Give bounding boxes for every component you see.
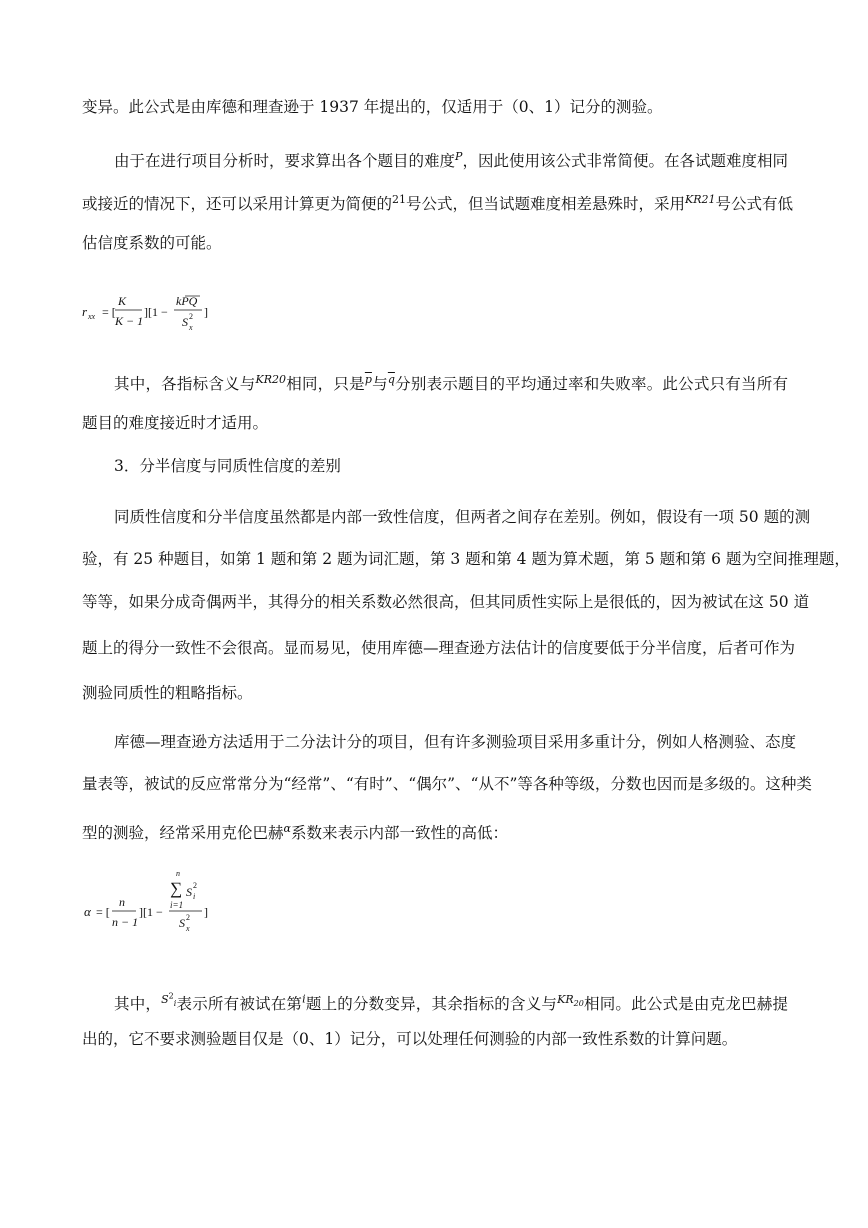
text-run: 验，有 25 种题目，如第 1 题和第 2 题为词汇题，第 3 题和第 4 题为算术题，第 5 题和第 6 题为空间推理题， xyxy=(82,550,850,568)
paragraph-line xyxy=(82,96,788,118)
formula-den: K − 1 xyxy=(115,314,144,328)
text-run: 系数来表示内部一致性的高低： xyxy=(290,824,508,843)
text-run: 估信度系数的可能。 xyxy=(82,234,222,252)
text-run: 同质性信度和分半信度虽然都是内部一致性信度，但两者之间存在差别。例如，假设有一项 50 题的测 xyxy=(114,508,811,526)
formula-den2-sub: x xyxy=(189,323,193,332)
formula-kr21 xyxy=(82,290,242,340)
paragraph-line xyxy=(114,369,788,395)
math-symbol-p: P xyxy=(455,150,463,163)
paragraph-line xyxy=(82,1028,788,1050)
text-run: 库德—理查逊方法适用于二分法计分的项目，但有许多测验项目采用多重计分，例如人格测验、态度 xyxy=(114,733,797,751)
formula-den2-sup: 2 xyxy=(189,312,193,321)
formula-mid: ][1 − xyxy=(139,905,163,919)
formula-sum-term: S xyxy=(186,885,192,899)
formula-eq: = [ xyxy=(102,305,116,319)
text-run: 其中，各指标含义与 xyxy=(114,375,256,394)
text-run: 型的测验，经常采用克伦巴赫 xyxy=(82,824,284,843)
text-run: 等等，如果分成奇偶两半，其得分的相关系数必然很高，但其同质性实际上是很低的，因为被试在这 50 道 xyxy=(82,593,810,611)
math-symbol-kr21: KR21 xyxy=(685,193,716,206)
text-run: 3．分半信度与同质性信度的差别 xyxy=(114,457,341,475)
math-symbol-21: 21 xyxy=(392,193,407,206)
kr-sub-num: 20 xyxy=(573,998,584,1008)
formula-lhs: α xyxy=(84,904,91,919)
paragraph-line xyxy=(114,985,788,1015)
math-symbol-si2: S2i xyxy=(161,991,177,1008)
paragraph-line xyxy=(82,637,796,659)
paragraph-line xyxy=(114,506,811,528)
formula-sum-sign: ∑ xyxy=(170,879,183,898)
text-run: 测验同质性的粗略指标。 xyxy=(82,684,253,702)
paragraph-line xyxy=(114,146,788,172)
paragraph-line xyxy=(114,731,797,753)
formula-sum-top: n xyxy=(176,869,180,878)
math-symbol-q-bar: q xyxy=(387,373,395,386)
formula-den2-sub: x xyxy=(186,924,190,933)
text-run: 或接近的情况下，还可以采用计算更为简便的 xyxy=(82,195,393,214)
text-run: ，因此使用该公式非常简便。在各试题难度相同 xyxy=(462,152,788,171)
text-run: 号公式，但当试题难度相差悬殊时，采用 xyxy=(406,195,686,214)
text-run: 表示所有被试在第 xyxy=(176,994,303,1013)
math-symbol-alpha: α xyxy=(283,822,291,835)
text-run: 其中， xyxy=(114,994,162,1013)
text-run: 号公式有低 xyxy=(715,195,794,214)
paragraph-line xyxy=(82,412,788,434)
text-run: 题上的分数变异，其余指标的含义与 xyxy=(305,994,558,1013)
formula-num: n xyxy=(119,895,125,909)
formula-num2: kPQ xyxy=(176,294,198,308)
formula-sum-term-sup: 2 xyxy=(193,881,197,890)
formula-cronbach-alpha xyxy=(82,866,252,946)
paragraph-line xyxy=(82,818,788,844)
text-run: 出的，它不要求测验题目仅是（0、1）记分，可以处理任何测验的内部一致性系数的计算问题。 xyxy=(82,1030,738,1048)
math-symbol-kr20: KR20 xyxy=(255,373,287,386)
math-symbol-kr20-sub xyxy=(557,993,584,1006)
paragraph-line xyxy=(82,232,788,254)
paragraph-line xyxy=(82,189,794,215)
paragraph-line xyxy=(82,548,850,570)
formula-sum-term-sub: i xyxy=(193,892,196,901)
formula-lhs: r xyxy=(82,304,88,319)
formula-close: ] xyxy=(204,905,208,919)
text-run: 相同。此公式是由克龙巴赫提 xyxy=(583,994,788,1013)
section-heading xyxy=(114,455,788,477)
paragraph-line xyxy=(82,682,788,704)
text-run: 量表等，被试的反应常常分为“经常”、“有时”、“偶尔”、“从不”等各种等级，分数也因而是多级的。这种类 xyxy=(82,775,812,793)
text-run: 由于在进行项目分析时，要求算出各个题目的难度 xyxy=(114,152,456,171)
formula-eq: = [ xyxy=(96,905,110,919)
text-run: 相同，只是 xyxy=(286,375,365,394)
formula-den2: S xyxy=(182,315,188,329)
math-symbol-p-bar: p xyxy=(364,373,372,386)
formula-num: K xyxy=(118,294,127,308)
text-run: 题目的难度接近时才适用。 xyxy=(82,414,269,432)
formula-den2: S xyxy=(179,916,185,930)
formula-lhs-sub: xx xyxy=(88,312,96,321)
paragraph-line xyxy=(82,773,812,795)
text-run: 题上的得分一致性不会很高。显而易见，使用库德—理查逊方法估计的信度要低于分半信度，后者可作为 xyxy=(82,639,796,657)
formula-den: n − 1 xyxy=(112,915,139,929)
kr-base: KR xyxy=(557,992,574,1006)
formula-close: ] xyxy=(204,305,208,319)
formula-mid: ][1 − xyxy=(144,305,168,319)
text-run: 变异。此公式是由库德和理查逊于 1937 年提出的，仅适用于（0、1）记分的测验。 xyxy=(82,98,663,116)
paragraph-line xyxy=(82,591,810,613)
text-run: 分别表示题目的平均通过率和失败率。此公式只有当所有 xyxy=(394,375,788,394)
formula-den2-sup: 2 xyxy=(186,913,190,922)
text-run: 与 xyxy=(371,375,388,394)
math-symbol-i: i xyxy=(302,992,306,1006)
formula-sum-bottom: i=1 xyxy=(170,900,184,910)
si2-base: S xyxy=(161,992,169,1006)
